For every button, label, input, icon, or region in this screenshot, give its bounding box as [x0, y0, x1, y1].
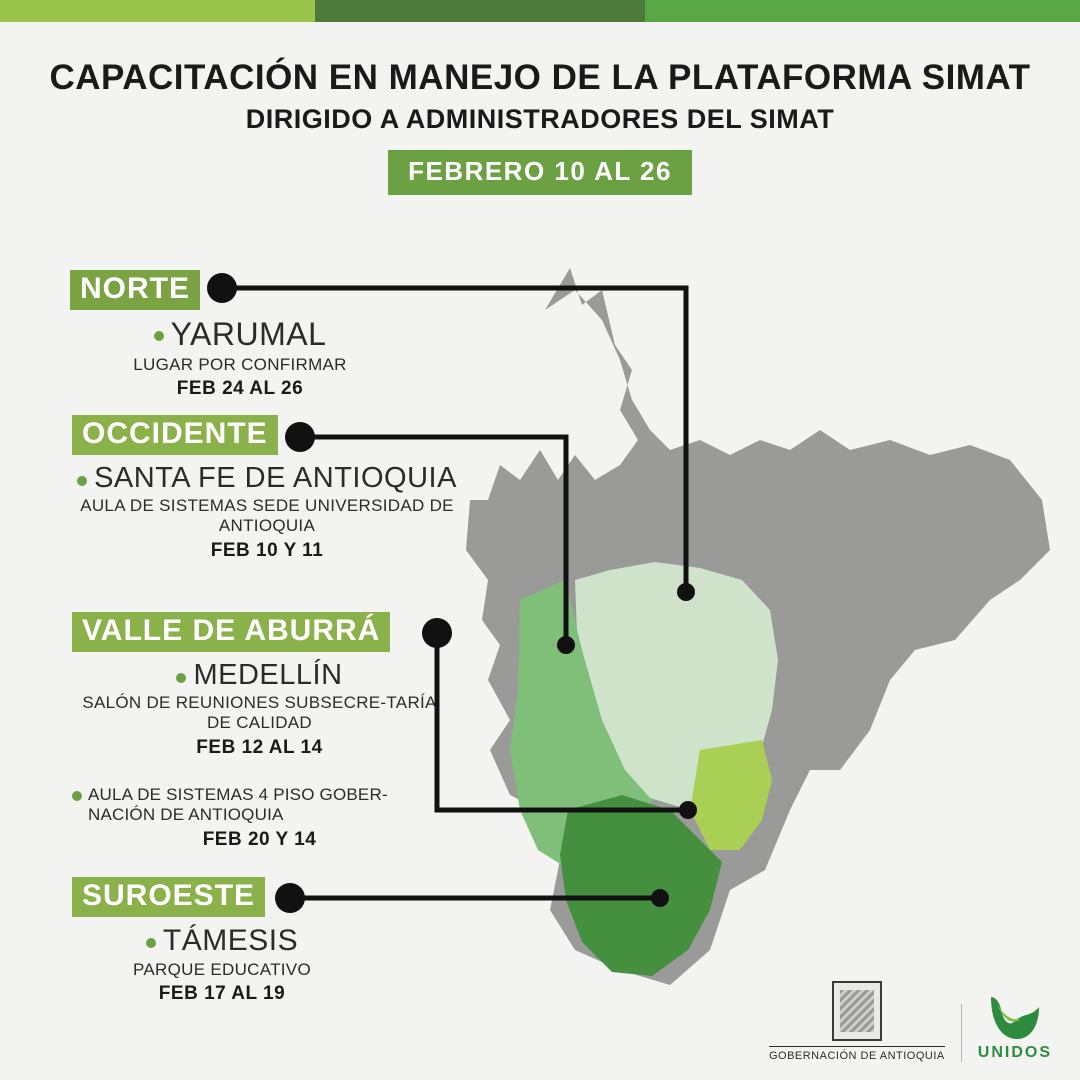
region-valle-dates: FEB 12 AL 14	[196, 736, 323, 758]
region-valle-extra-place: AULA DE SISTEMAS 4 PISO GOBER-NACIÓN DE ANTIOQUIA	[88, 784, 388, 824]
region-occidente-city-row	[72, 463, 462, 493]
region-occidente	[72, 415, 462, 562]
region-valle-tag: VALLE DE ABURRÁ	[72, 612, 390, 652]
top-bar-segment-dark-green	[315, 0, 645, 22]
region-suroeste-city-row	[72, 925, 372, 957]
region-norte-city: YARUMAL	[170, 316, 327, 352]
bullet-icon	[146, 938, 156, 948]
region-norte	[70, 270, 410, 400]
page-title: CAPACITACIÓN EN MANEJO DE LA PLATAFORMA SIMAT	[49, 58, 1031, 97]
region-occidente-tag: OCCIDENTE	[72, 415, 278, 455]
region-valle-de-aburra	[72, 612, 447, 851]
coat-of-arms-icon	[832, 981, 882, 1041]
gobernacion-label: GOBERNACIÓN DE ANTIOQUIA	[769, 1046, 945, 1062]
region-valle-place: SALÓN DE REUNIONES SUBSECRE-TARÍA DE CALIDAD	[82, 693, 437, 732]
region-valle-extra-dates: FEB 20 Y 14	[202, 829, 317, 851]
region-suroeste-city: TÁMESIS	[162, 924, 299, 957]
bullet-icon	[154, 331, 164, 341]
region-suroeste-place: PARQUE EDUCATIVO	[133, 959, 311, 979]
region-valle-city: MEDELLÍN	[193, 659, 343, 691]
region-norte-dates: FEB 24 AL 26	[176, 378, 304, 400]
footer-logos	[769, 981, 1052, 1062]
top-color-bar	[0, 0, 1080, 22]
unidos-label: UNIDOS	[977, 1044, 1052, 1061]
top-bar-segment-lime	[0, 0, 315, 22]
region-valle-city-row	[72, 660, 447, 690]
logo-divider	[961, 1004, 962, 1062]
region-suroeste	[72, 877, 372, 1005]
region-suroeste-dates: FEB 17 AL 19	[158, 983, 286, 1005]
region-norte-tag: NORTE	[70, 270, 200, 310]
region-norte-place: LUGAR POR CONFIRMAR	[133, 354, 347, 374]
date-badge: FEBRERO 10 AL 26	[388, 150, 692, 195]
region-occidente-dates: FEB 10 Y 11	[210, 539, 324, 561]
gobernacion-logo	[769, 981, 945, 1062]
top-bar-segment-green	[645, 0, 1080, 22]
region-occidente-city: SANTA FE DE ANTIOQUIA	[94, 462, 457, 494]
region-occidente-place: AULA DE SISTEMAS SEDE UNIVERSIDAD DE ANTIOQUIA	[80, 496, 454, 535]
bullet-icon	[77, 476, 87, 486]
region-valle-second-venue	[72, 785, 447, 852]
region-norte-city-row	[70, 318, 410, 352]
region-suroeste-tag: SUROESTE	[72, 877, 265, 917]
bullet-icon	[72, 791, 82, 801]
header	[0, 58, 1080, 195]
page-subtitle: DIRIGIDO A ADMINISTRADORES DEL SIMAT	[245, 104, 835, 135]
antioquia-map	[370, 250, 1080, 1010]
bullet-icon	[176, 673, 186, 683]
unidos-leaf-icon	[987, 991, 1043, 1041]
unidos-logo	[978, 991, 1052, 1062]
